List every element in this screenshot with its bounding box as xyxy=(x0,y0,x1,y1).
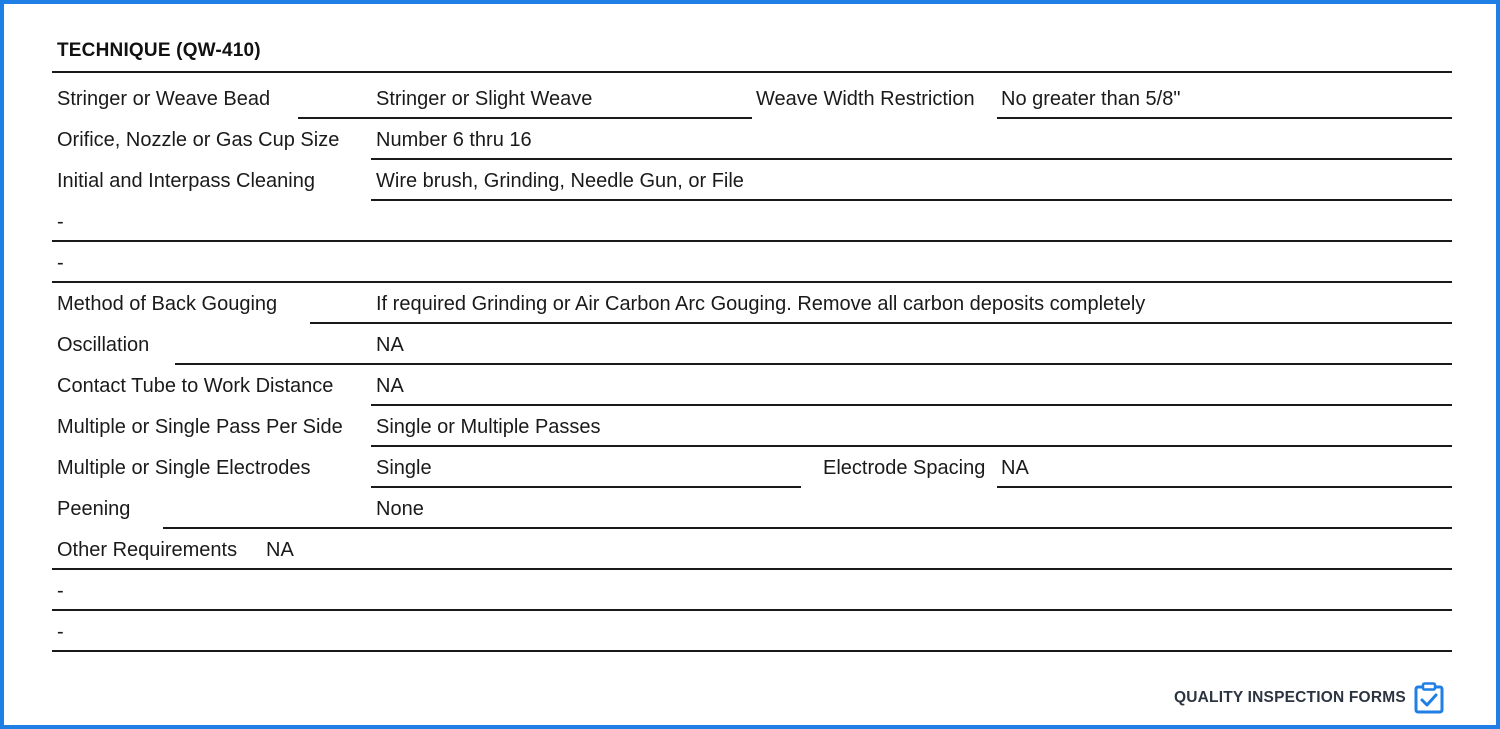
stringer-value[interactable]: Stringer or Slight Weave xyxy=(376,88,593,110)
blank-line-3[interactable]: - xyxy=(57,580,64,602)
oscillation-field-line xyxy=(175,363,1452,365)
blank-line-4-rule xyxy=(52,650,1452,652)
stringer-label: Stringer or Weave Bead xyxy=(57,88,271,110)
blank-line-1[interactable]: - xyxy=(57,211,64,233)
electrodes-label: Multiple or Single Electrodes xyxy=(57,457,311,479)
electrodes-field-line xyxy=(371,486,801,488)
weave-width-label: Weave Width Restriction xyxy=(756,88,975,110)
blank-line-4[interactable]: - xyxy=(57,621,64,643)
stringer-field-line xyxy=(298,117,752,119)
peening-value[interactable]: None xyxy=(376,498,424,520)
contact-value[interactable]: NA xyxy=(376,375,404,397)
electrodes-value[interactable]: Single xyxy=(376,457,432,479)
peening-field-line xyxy=(163,527,1452,529)
cleaning-field-line xyxy=(371,199,1452,201)
orifice-field-line xyxy=(371,158,1452,160)
brand-footer xyxy=(1174,682,1444,714)
gouging-label: Method of Back Gouging xyxy=(57,293,278,315)
oscillation-value[interactable]: NA xyxy=(376,334,404,356)
weave-width-field-line xyxy=(997,117,1452,119)
electrode-spacing-label: Electrode Spacing xyxy=(823,457,986,479)
other-label: Other Requirements xyxy=(57,539,238,561)
passes-label: Multiple or Single Pass Per Side xyxy=(57,416,343,438)
orifice-label: Orifice, Nozzle or Gas Cup Size xyxy=(57,129,340,151)
other-value[interactable]: NA xyxy=(266,539,294,561)
section-title-rule xyxy=(52,71,1452,73)
cleaning-value[interactable]: Wire brush, Grinding, Needle Gun, or File xyxy=(376,170,744,192)
brand-name: QUALITY INSPECTION FORMS xyxy=(1174,689,1406,706)
blank-line-2-rule xyxy=(52,281,1452,283)
blank-line-1-rule xyxy=(52,240,1452,242)
clipboard-check-icon xyxy=(1414,682,1444,714)
gouging-field-line xyxy=(310,322,1452,324)
passes-field-line xyxy=(371,445,1452,447)
cleaning-label: Initial and Interpass Cleaning xyxy=(57,170,315,192)
contact-field-line xyxy=(371,404,1452,406)
weave-width-value[interactable]: No greater than 5/8" xyxy=(1001,88,1181,110)
oscillation-label: Oscillation xyxy=(57,334,150,356)
other-field-line xyxy=(52,568,1452,570)
section-title: TECHNIQUE (QW-410) xyxy=(57,40,261,61)
blank-line-2[interactable]: - xyxy=(57,252,64,274)
blank-line-3-rule xyxy=(52,609,1452,611)
orifice-value[interactable]: Number 6 thru 16 xyxy=(376,129,532,151)
contact-label: Contact Tube to Work Distance xyxy=(57,375,334,397)
electrode-spacing-value[interactable]: NA xyxy=(1001,457,1029,479)
peening-label: Peening xyxy=(57,498,131,520)
gouging-value[interactable]: If required Grinding or Air Carbon Arc Gouging. Remove all carbon deposits completely xyxy=(376,293,1146,315)
passes-value[interactable]: Single or Multiple Passes xyxy=(376,416,601,438)
electrode-spacing-field-line xyxy=(997,486,1452,488)
